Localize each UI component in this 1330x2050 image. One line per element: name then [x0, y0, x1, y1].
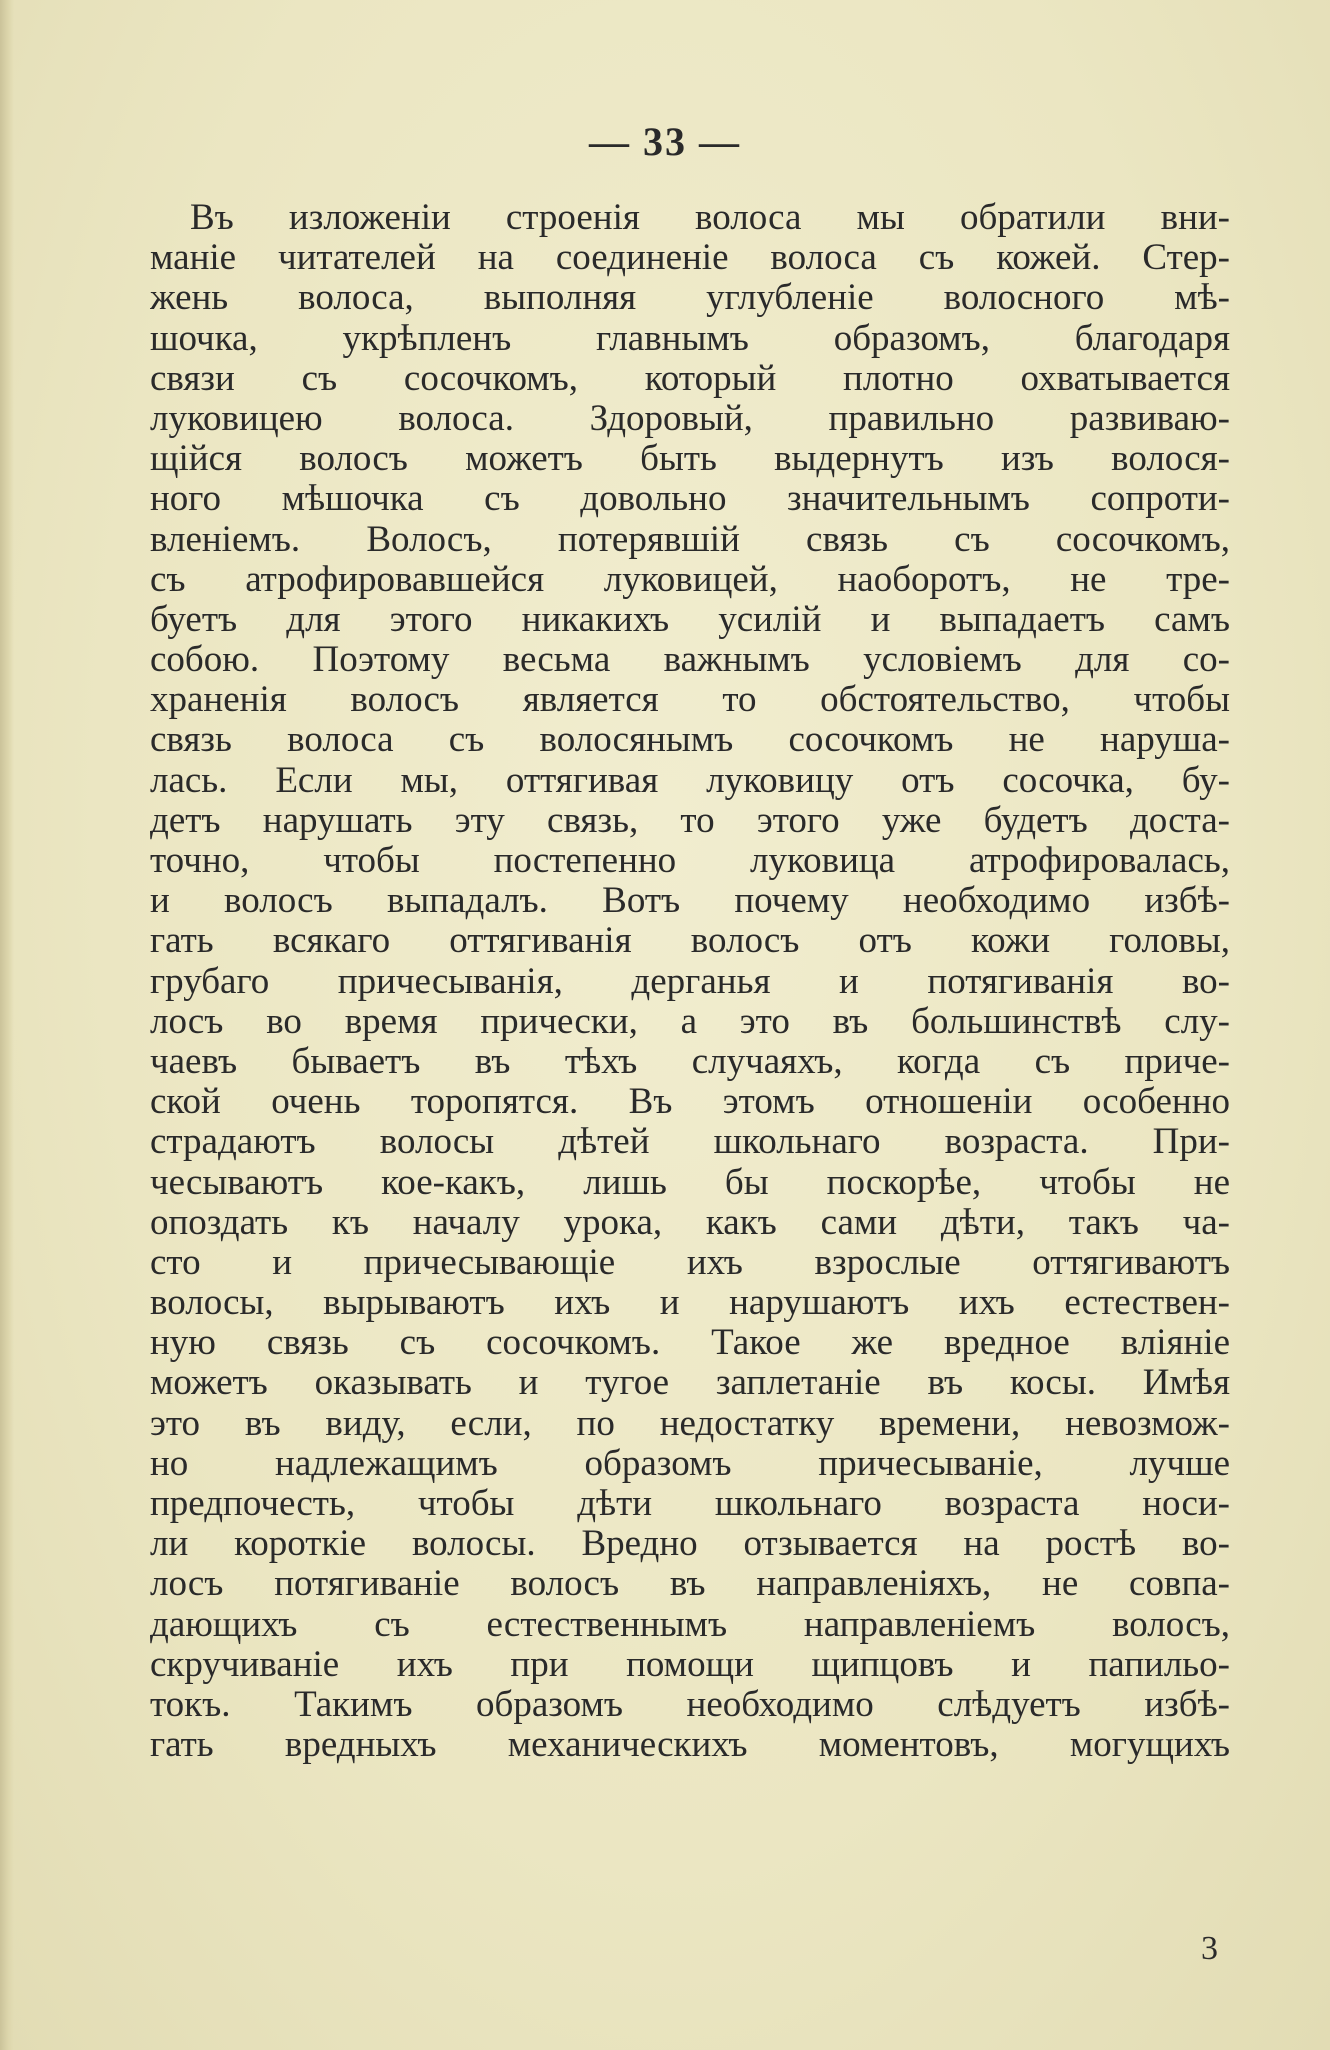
text-line: лась. Если мы, оттягивая луковицу отъ сосочка, бу-: [150, 760, 1230, 801]
text-line: шочка, укрѣпленъ главнымъ образомъ, благодаря: [150, 318, 1230, 359]
text-line: чаевъ бываетъ въ тѣхъ случаяхъ, когда съ приче-: [150, 1041, 1230, 1082]
text-line: опоздать къ началу урока, какъ сами дѣти, такъ ча-: [150, 1202, 1230, 1243]
text-line: грубаго причесыванiя, дерганья и потягиванiя во-: [150, 961, 1230, 1002]
text-line: скручиванiе ихъ при помощи щипцовъ и папильо-: [150, 1644, 1230, 1685]
text-line: гать вредныхъ механическихъ моментовъ, могущихъ: [150, 1725, 1230, 1766]
text-line: связи съ сосочкомъ, который плотно охватывается: [150, 358, 1230, 399]
text-line: ли короткiе волосы. Вредно отзывается на ростѣ во-: [150, 1524, 1230, 1565]
page-number: — 33 —: [589, 119, 741, 164]
text-line: и волосъ выпадалъ. Вотъ почему необходимо избѣ-: [150, 881, 1230, 922]
text-line: манiе читателей на соединенiе волоса съ кожей. Стер-: [150, 238, 1230, 279]
text-line: лосъ потягиванiе волосъ въ направленiяхъ, не совпа-: [150, 1564, 1230, 1605]
text-line: жень волоса, выполняя углубленiе волосного мѣ-: [150, 278, 1230, 319]
text-line: ской очень торопятся. Въ этомъ отношенiи особенно: [150, 1082, 1230, 1123]
text-line: можетъ оказывать и тугое заплетанiе въ косы. Имѣя: [150, 1363, 1230, 1404]
text-line: гать всякаго оттягиванiя волосъ отъ кожи головы,: [150, 921, 1230, 962]
text-line: Въ изложенiи строенiя волоса мы обратили вни-: [190, 198, 1230, 238]
text-line: предпочесть, чтобы дѣти школьнаго возраста носи-: [150, 1484, 1230, 1524]
text-line: страдаютъ волосы дѣтей школьнаго возраста. При-: [150, 1122, 1230, 1163]
text-line: храненiя волосъ является то обстоятельство, чтобы: [150, 680, 1230, 721]
text-line: но надлежащимъ образомъ причесыванiе, лучше: [150, 1443, 1230, 1484]
text-line: волосы, вырываютъ ихъ и нарушаютъ ихъ естествен-: [150, 1283, 1230, 1324]
text-line: дающихъ съ естественнымъ направленiемъ волосъ,: [150, 1604, 1230, 1645]
text-line: токъ. Такимъ образомъ необходимо слѣдуетъ избѣ-: [150, 1684, 1230, 1725]
text-line: детъ нарушать эту связь, то этого уже будетъ доста-: [150, 800, 1230, 841]
text-line: точно, чтобы постепенно луковица атрофировалась,: [150, 841, 1230, 881]
text-line: сто и причесывающiе ихъ взрослые оттягиваютъ: [150, 1242, 1230, 1283]
text-line: лосъ во время прически, а это въ большинствѣ слу-: [150, 1001, 1230, 1042]
text-line: луковицею волоса. Здоровый, правильно развиваю-: [150, 398, 1230, 439]
text-line: собою. Поэтому весьма важнымъ условiемъ для со-: [150, 640, 1230, 681]
text-line: связь волоса съ волосянымъ сосочкомъ не наруша-: [150, 720, 1230, 761]
text-line: буетъ для этого никакихъ усилiй и выпадаетъ самъ: [150, 599, 1230, 640]
text-line: щiйся волосъ можетъ быть выдернутъ изъ волося-: [150, 439, 1230, 480]
body-text: [150, 198, 1230, 1765]
text-line: это въ виду, если, по недостатку времени, невозмож-: [150, 1403, 1230, 1444]
text-line: съ атрофировавшейся луковицей, наоборотъ, не тре-: [150, 559, 1230, 600]
text-line: ную связь съ сосочкомъ. Такое же вредное влiянiе: [150, 1323, 1230, 1364]
text-line: чесываютъ кое-какъ, лишь бы поскорѣе, чтобы не: [150, 1162, 1230, 1203]
signature-mark: 3: [1201, 1930, 1218, 1967]
page-edge-shadow: [0, 0, 14, 2050]
text-line: вленiемъ. Волосъ, потерявшiй связь съ сосочкомъ,: [150, 519, 1230, 560]
text-line: ного мѣшочка съ довольно значительнымъ сопроти-: [150, 479, 1230, 520]
